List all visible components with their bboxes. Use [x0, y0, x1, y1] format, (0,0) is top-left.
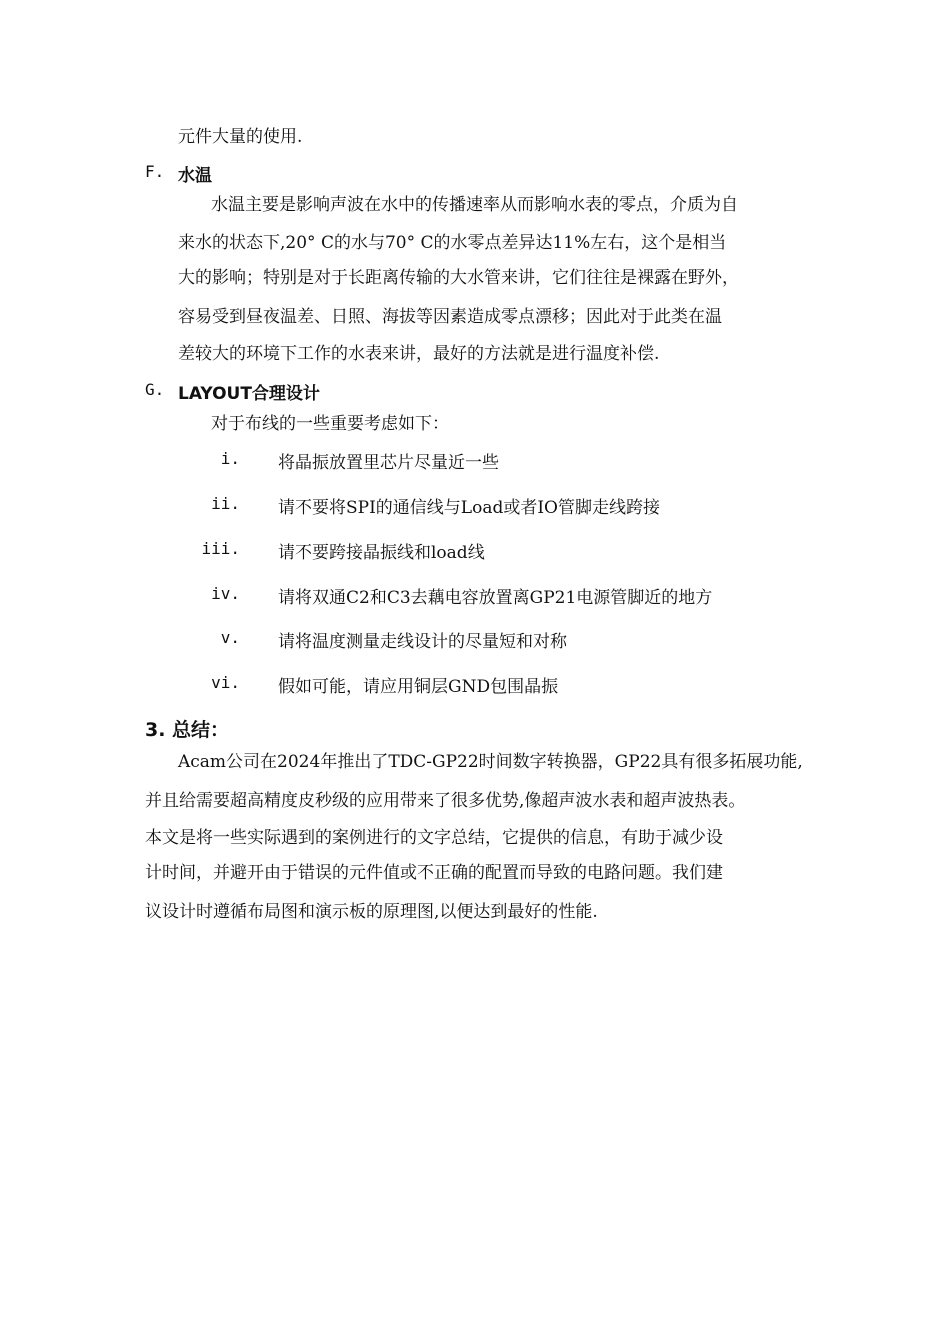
summary-line-4: 计时间，并避开由于错误的元件值或不正确的配置而导致的电路问题。我们建	[145, 863, 723, 883]
summary-line-5: 议设计时遵循布局图和演示板的原理图,以便达到最好的性能.	[145, 902, 598, 922]
list-item-text: 请不要将SPI的通信线与Load或者IO管脚走线跨接	[278, 498, 660, 518]
list-item-text: 请将温度测量走线设计的尽量短和对称	[278, 632, 567, 652]
list-item-text: 请将双通C2和C3去藕电容放置离GP21电源管脚近的地方	[278, 588, 713, 608]
section-f-line-3: 大的影响；特别是对于长距离传输的大水管来讲，它们往往是裸露在野外，	[178, 268, 739, 288]
section-f-line-1: 水温主要是影响声波在水中的传播速率从而影响水表的零点，介质为自	[211, 195, 738, 215]
summary-title: 3. 总结：	[145, 719, 230, 741]
section-f-line-2: 来水的状态下,20° C的水与70° C的水零点差异达11%左右，这个是相当	[178, 233, 727, 253]
list-item-numeral: iv.	[211, 584, 240, 603]
section-f-line-5: 差较大的环境下工作的水表来讲，最好的方法就是进行温度补偿.	[178, 344, 660, 364]
section-g-intro: 对于布线的一些重要考虑如下：	[211, 414, 449, 434]
list-item-numeral: iii.	[201, 539, 240, 558]
list-item-numeral: v.	[220, 628, 240, 647]
section-g-letter: G.	[145, 380, 165, 399]
section-f-title: 水温	[178, 166, 212, 186]
continuation-text: 元件大量的使用.	[178, 127, 303, 147]
list-item-numeral: i.	[220, 449, 240, 468]
section-f-line-4: 容易受到昼夜温差、日照、海拔等因素造成零点漂移；因此对于此类在温	[178, 307, 722, 327]
section-g-title: LAYOUT合理设计	[178, 384, 320, 404]
summary-line-3: 本文是将一些实际遇到的案例进行的文字总结，它提供的信息，有助于减少设	[145, 828, 723, 848]
list-item-numeral: vi.	[211, 673, 240, 692]
list-item-text: 请不要跨接晶振线和load线	[278, 543, 485, 563]
section-f-letter: F.	[145, 162, 165, 181]
summary-line-1: Acam公司在2024年推出了TDC-GP22时间数字转换器，GP22具有很多拓展功能,	[178, 752, 803, 772]
list-item-numeral: ii.	[211, 494, 240, 513]
list-item-text: 假如可能，请应用铜层GND包围晶振	[278, 677, 559, 697]
summary-line-2: 并且给需要超高精度皮秒级的应用带来了很多优势,像超声波水表和超声波热表。	[145, 791, 746, 811]
list-item-text: 将晶振放置里芯片尽量近一些	[278, 453, 499, 473]
